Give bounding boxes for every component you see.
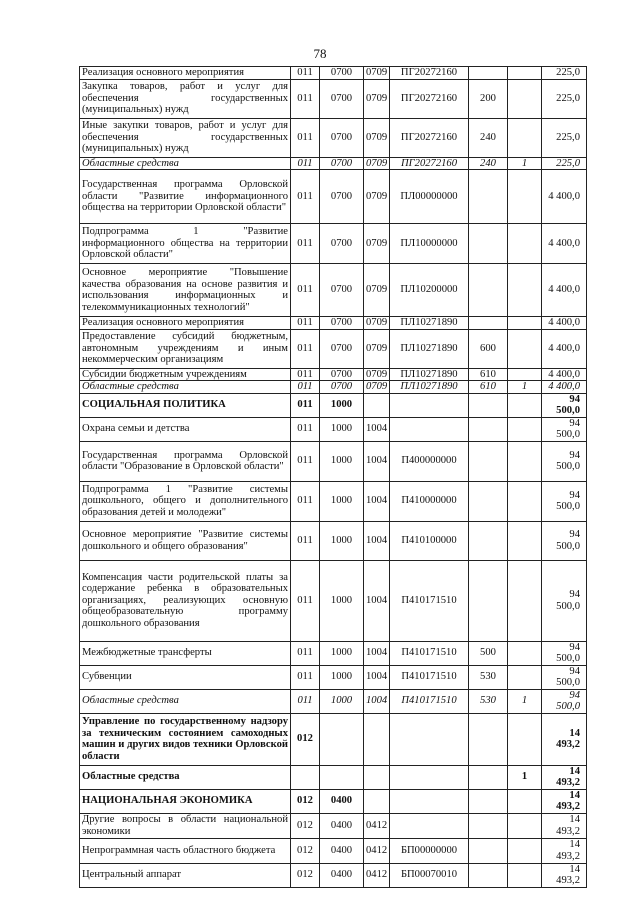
row-name: Закупка товаров, работ и услуг для обеспечения государственных (муниципальных) нужд xyxy=(80,79,291,118)
amount: 14 493,2 xyxy=(542,863,587,887)
target-article: П410171510 xyxy=(390,689,469,713)
row-name: Управление по государственному надзору за техническим состоянием самоходных машин и других видов техники Орловской области xyxy=(80,713,291,765)
expense-type xyxy=(469,863,508,887)
amount: 94 500,0 xyxy=(542,641,587,665)
amount: 4 400,0 xyxy=(542,317,587,330)
funding-source: 1 xyxy=(508,381,542,394)
target-article: П410171510 xyxy=(390,665,469,689)
table-row xyxy=(80,813,587,838)
row-name: Другие вопросы в области национальной экономики xyxy=(80,813,291,838)
ved-code: 011 xyxy=(291,79,320,118)
section-code: 1000 xyxy=(320,417,364,441)
subsection-code: 0709 xyxy=(364,329,390,368)
amount: 14 493,2 xyxy=(542,713,587,765)
row-name: Областные средства xyxy=(80,157,291,170)
subsection-code: 0709 xyxy=(364,381,390,394)
target-article xyxy=(390,813,469,838)
ved-code: 011 xyxy=(291,118,320,157)
table-body xyxy=(80,67,587,888)
table-row xyxy=(80,393,587,417)
section-code: 0400 xyxy=(320,863,364,887)
target-article: ПГ20272160 xyxy=(390,157,469,170)
expense-type xyxy=(469,441,508,481)
expense-type xyxy=(469,224,508,264)
target-article xyxy=(390,713,469,765)
target-article: П410171510 xyxy=(390,560,469,641)
funding-source xyxy=(508,329,542,368)
target-article xyxy=(390,393,469,417)
section-code: 0400 xyxy=(320,789,364,813)
table-row xyxy=(80,67,587,80)
subsection-code: 1004 xyxy=(364,441,390,481)
table-row xyxy=(80,368,587,381)
table-row xyxy=(80,329,587,368)
funding-source xyxy=(508,224,542,264)
target-article: ПГ20272160 xyxy=(390,67,469,80)
funding-source xyxy=(508,813,542,838)
ved-code: 011 xyxy=(291,560,320,641)
table-row xyxy=(80,560,587,641)
amount: 94 500,0 xyxy=(542,560,587,641)
funding-source xyxy=(508,67,542,80)
table-row xyxy=(80,170,587,224)
section-code: 0700 xyxy=(320,317,364,330)
row-name: Основное мероприятие "Развитие системы дошкольного и общего образования" xyxy=(80,521,291,560)
section-code: 0700 xyxy=(320,224,364,264)
row-name: Иные закупки товаров, работ и услуг для обеспечения государственных (муниципальных) нужд xyxy=(80,118,291,157)
target-article: П410171510 xyxy=(390,641,469,665)
ved-code: 011 xyxy=(291,641,320,665)
table-row xyxy=(80,689,587,713)
target-article: ПЛ10200000 xyxy=(390,264,469,317)
section-code: 1000 xyxy=(320,521,364,560)
target-article: БП00070010 xyxy=(390,863,469,887)
expense-type xyxy=(469,789,508,813)
table-row xyxy=(80,863,587,887)
amount: 94 500,0 xyxy=(542,393,587,417)
ved-code: 011 xyxy=(291,170,320,224)
amount: 14 493,2 xyxy=(542,789,587,813)
section-code: 0700 xyxy=(320,118,364,157)
amount: 4 400,0 xyxy=(542,264,587,317)
table-row xyxy=(80,264,587,317)
section-code: 1000 xyxy=(320,393,364,417)
amount: 94 500,0 xyxy=(542,481,587,521)
ved-code: 011 xyxy=(291,264,320,317)
row-name: Государственная программа Орловской области "Развитие информационного общества на территории Орловской области" xyxy=(80,170,291,224)
section-code: 1000 xyxy=(320,481,364,521)
table-row xyxy=(80,789,587,813)
page-number: 78 xyxy=(313,46,327,61)
row-name: Государственная программа Орловской области "Образование в Орловской области" xyxy=(80,441,291,481)
row-name: Реализация основного мероприятия xyxy=(80,67,291,80)
amount: 14 493,2 xyxy=(542,813,587,838)
expense-type: 500 xyxy=(469,641,508,665)
funding-source xyxy=(508,393,542,417)
amount: 94 500,0 xyxy=(542,441,587,481)
row-name: Областные средства xyxy=(80,381,291,394)
subsection-code: 1004 xyxy=(364,665,390,689)
subsection-code: 0709 xyxy=(364,368,390,381)
amount: 225,0 xyxy=(542,67,587,80)
table-row xyxy=(80,765,587,789)
section-code: 1000 xyxy=(320,689,364,713)
amount: 14 493,2 xyxy=(542,838,587,863)
target-article: П410100000 xyxy=(390,521,469,560)
ved-code: 011 xyxy=(291,317,320,330)
row-name: Областные средства xyxy=(80,689,291,713)
amount: 225,0 xyxy=(542,79,587,118)
ved-code: 012 xyxy=(291,838,320,863)
target-article: ПЛ10271890 xyxy=(390,317,469,330)
table-row xyxy=(80,417,587,441)
expense-type xyxy=(469,170,508,224)
expense-type: 530 xyxy=(469,665,508,689)
funding-source xyxy=(508,118,542,157)
row-name: Непрограммная часть областного бюджета xyxy=(80,838,291,863)
ved-code: 011 xyxy=(291,368,320,381)
section-code: 1000 xyxy=(320,665,364,689)
amount: 4 400,0 xyxy=(542,381,587,394)
expense-type: 240 xyxy=(469,157,508,170)
amount: 94 500,0 xyxy=(542,665,587,689)
amount: 225,0 xyxy=(542,118,587,157)
funding-source xyxy=(508,863,542,887)
table-row xyxy=(80,118,587,157)
row-name: СОЦИАЛЬНАЯ ПОЛИТИКА xyxy=(80,393,291,417)
budget-table xyxy=(79,66,587,888)
funding-source xyxy=(508,417,542,441)
section-code: 0700 xyxy=(320,67,364,80)
section-code: 0700 xyxy=(320,368,364,381)
section-code: 0700 xyxy=(320,170,364,224)
subsection-code: 0709 xyxy=(364,157,390,170)
row-name: Предоставление субсидий бюджетным, автономным учреждениям и иным некоммерческим организациям xyxy=(80,329,291,368)
row-name: Реализация основного мероприятия xyxy=(80,317,291,330)
row-name: Компенсация части родительской платы за содержание ребенка в образовательных организациях, реализующих основную общеобразовательную программу дошкольного образования xyxy=(80,560,291,641)
expense-type xyxy=(469,560,508,641)
target-article: ПГ20272160 xyxy=(390,118,469,157)
target-article: П410000000 xyxy=(390,481,469,521)
amount: 94 500,0 xyxy=(542,521,587,560)
expense-type xyxy=(469,264,508,317)
table-row xyxy=(80,641,587,665)
amount: 4 400,0 xyxy=(542,224,587,264)
amount: 94 500,0 xyxy=(542,689,587,713)
ved-code: 011 xyxy=(291,67,320,80)
row-name: Субсидии бюджетным учреждениям xyxy=(80,368,291,381)
row-name: НАЦИОНАЛЬНАЯ ЭКОНОМИКА xyxy=(80,789,291,813)
expense-type: 600 xyxy=(469,329,508,368)
row-name: Подпрограмма 1 "Развитие информационного общества на территории Орловской области" xyxy=(80,224,291,264)
section-code: 1000 xyxy=(320,441,364,481)
expense-type xyxy=(469,765,508,789)
subsection-code: 0709 xyxy=(364,67,390,80)
section-code: 0400 xyxy=(320,838,364,863)
ved-code: 011 xyxy=(291,521,320,560)
funding-source xyxy=(508,665,542,689)
table-row xyxy=(80,481,587,521)
table-row xyxy=(80,79,587,118)
expense-type: 200 xyxy=(469,79,508,118)
target-article xyxy=(390,765,469,789)
expense-type xyxy=(469,67,508,80)
ved-code: 011 xyxy=(291,329,320,368)
row-name: Центральный аппарат xyxy=(80,863,291,887)
funding-source: 1 xyxy=(508,157,542,170)
expense-type xyxy=(469,813,508,838)
row-name: Основное мероприятие "Повышение качества образования на основе развития и использования информационных и телекоммуникационных технологий" xyxy=(80,264,291,317)
ved-code: 011 xyxy=(291,224,320,264)
table-row xyxy=(80,381,587,394)
subsection-code: 1004 xyxy=(364,641,390,665)
subsection-code: 1004 xyxy=(364,560,390,641)
row-name: Охрана семьи и детства xyxy=(80,417,291,441)
subsection-code xyxy=(364,393,390,417)
amount: 14 493,2 xyxy=(542,765,587,789)
section-code: 0400 xyxy=(320,813,364,838)
funding-source xyxy=(508,170,542,224)
funding-source xyxy=(508,641,542,665)
table-row xyxy=(80,838,587,863)
subsection-code xyxy=(364,789,390,813)
row-name: Подпрограмма 1 "Развитие системы дошкольного, общего и дополнительного образования детей и молодежи" xyxy=(80,481,291,521)
subsection-code: 0412 xyxy=(364,863,390,887)
ved-code: 011 xyxy=(291,689,320,713)
ved-code: 011 xyxy=(291,665,320,689)
ved-code: 012 xyxy=(291,813,320,838)
funding-source xyxy=(508,838,542,863)
table-row xyxy=(80,713,587,765)
target-article: ПГ20272160 xyxy=(390,79,469,118)
ved-code: 011 xyxy=(291,381,320,394)
subsection-code: 0412 xyxy=(364,813,390,838)
subsection-code: 0709 xyxy=(364,170,390,224)
subsection-code: 0709 xyxy=(364,317,390,330)
expense-type xyxy=(469,521,508,560)
funding-source xyxy=(508,79,542,118)
subsection-code: 1004 xyxy=(364,417,390,441)
subsection-code xyxy=(364,765,390,789)
target-article: ПЛ10271890 xyxy=(390,368,469,381)
ved-code xyxy=(291,765,320,789)
subsection-code: 0412 xyxy=(364,838,390,863)
funding-source xyxy=(508,264,542,317)
amount: 4 400,0 xyxy=(542,368,587,381)
amount: 4 400,0 xyxy=(542,329,587,368)
funding-source xyxy=(508,789,542,813)
expense-type xyxy=(469,713,508,765)
target-article: ПЛ10271890 xyxy=(390,329,469,368)
section-code xyxy=(320,713,364,765)
target-article: П400000000 xyxy=(390,441,469,481)
funding-source: 1 xyxy=(508,689,542,713)
subsection-code: 1004 xyxy=(364,689,390,713)
expense-type: 240 xyxy=(469,118,508,157)
funding-source xyxy=(508,713,542,765)
ved-code: 011 xyxy=(291,441,320,481)
amount: 94 500,0 xyxy=(542,417,587,441)
subsection-code: 0709 xyxy=(364,79,390,118)
funding-source xyxy=(508,481,542,521)
funding-source: 1 xyxy=(508,765,542,789)
funding-source xyxy=(508,368,542,381)
section-code: 1000 xyxy=(320,641,364,665)
subsection-code: 1004 xyxy=(364,481,390,521)
section-code: 0700 xyxy=(320,329,364,368)
subsection-code xyxy=(364,713,390,765)
expense-type: 610 xyxy=(469,368,508,381)
ved-code: 011 xyxy=(291,157,320,170)
subsection-code: 0709 xyxy=(364,264,390,317)
table-row xyxy=(80,317,587,330)
target-article: ПЛ10000000 xyxy=(390,224,469,264)
funding-source xyxy=(508,560,542,641)
funding-source xyxy=(508,521,542,560)
table-row xyxy=(80,224,587,264)
subsection-code: 1004 xyxy=(364,521,390,560)
table-row xyxy=(80,441,587,481)
funding-source xyxy=(508,441,542,481)
table-row xyxy=(80,521,587,560)
expense-type xyxy=(469,481,508,521)
funding-source xyxy=(508,317,542,330)
target-article xyxy=(390,417,469,441)
section-code xyxy=(320,765,364,789)
subsection-code: 0709 xyxy=(364,118,390,157)
row-name: Субвенции xyxy=(80,665,291,689)
row-name: Межбюджетные трансферты xyxy=(80,641,291,665)
expense-type xyxy=(469,838,508,863)
ved-code: 011 xyxy=(291,393,320,417)
section-code: 0700 xyxy=(320,381,364,394)
expense-type xyxy=(469,317,508,330)
section-code: 0700 xyxy=(320,157,364,170)
expense-type xyxy=(469,393,508,417)
ved-code: 012 xyxy=(291,863,320,887)
target-article: ПЛ00000000 xyxy=(390,170,469,224)
expense-type: 530 xyxy=(469,689,508,713)
ved-code: 012 xyxy=(291,713,320,765)
table-row xyxy=(80,665,587,689)
row-name: Областные средства xyxy=(80,765,291,789)
section-code: 1000 xyxy=(320,560,364,641)
target-article: БП00000000 xyxy=(390,838,469,863)
amount: 225,0 xyxy=(542,157,587,170)
expense-type xyxy=(469,417,508,441)
section-code: 0700 xyxy=(320,79,364,118)
subsection-code: 0709 xyxy=(364,224,390,264)
section-code: 0700 xyxy=(320,264,364,317)
ved-code: 012 xyxy=(291,789,320,813)
target-article: ПЛ10271890 xyxy=(390,381,469,394)
ved-code: 011 xyxy=(291,417,320,441)
expense-type: 610 xyxy=(469,381,508,394)
table-row xyxy=(80,157,587,170)
target-article xyxy=(390,789,469,813)
amount: 4 400,0 xyxy=(542,170,587,224)
ved-code: 011 xyxy=(291,481,320,521)
